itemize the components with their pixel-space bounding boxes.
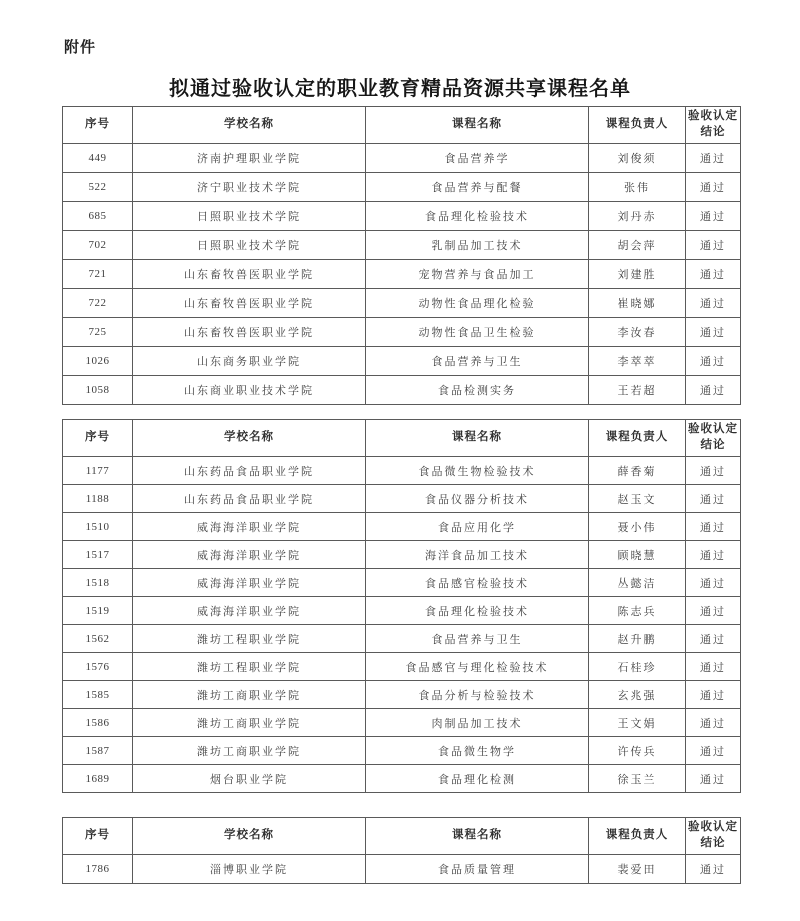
- cell-serial: 1510: [63, 513, 133, 541]
- table-row: [63, 457, 741, 485]
- cell-leader: 刘建胜: [589, 260, 686, 289]
- cell-conclusion: 通过: [686, 855, 741, 884]
- attachment-label: 附件: [64, 40, 97, 56]
- cell-leader: 崔晓娜: [589, 289, 686, 318]
- cell-school: 山东商务职业学院: [133, 347, 366, 376]
- column-header-conclusion: 验收认定结论: [686, 420, 741, 457]
- cell-conclusion: 通过: [686, 202, 741, 231]
- cell-school: 山东药品食品职业学院: [133, 457, 366, 485]
- cell-course: 肉制品加工技术: [366, 709, 589, 737]
- cell-school: 日照职业技术学院: [133, 231, 366, 260]
- table-header-row: [63, 818, 741, 855]
- course-table-3: [62, 817, 741, 884]
- cell-conclusion: 通过: [686, 681, 741, 709]
- cell-school: 烟台职业学院: [133, 765, 366, 793]
- cell-school: 山东畜牧兽医职业学院: [133, 289, 366, 318]
- cell-course: 食品营养与卫生: [366, 347, 589, 376]
- cell-conclusion: 通过: [686, 485, 741, 513]
- cell-serial: 522: [63, 173, 133, 202]
- page-title: 拟通过验收认定的职业教育精品资源共享课程名单: [169, 78, 631, 100]
- cell-conclusion: 通过: [686, 289, 741, 318]
- column-header-leader: 课程负责人: [589, 818, 686, 855]
- column-header-course: 课程名称: [366, 420, 589, 457]
- cell-conclusion: 通过: [686, 737, 741, 765]
- cell-leader: 石桂珍: [589, 653, 686, 681]
- table-row: [63, 681, 741, 709]
- cell-serial: 1689: [63, 765, 133, 793]
- column-header-serial: 序号: [63, 818, 133, 855]
- cell-course: 海洋食品加工技术: [366, 541, 589, 569]
- cell-leader: 聂小伟: [589, 513, 686, 541]
- cell-serial: 1786: [63, 855, 133, 884]
- cell-course: 食品营养与配餐: [366, 173, 589, 202]
- cell-conclusion: 通过: [686, 765, 741, 793]
- cell-conclusion: 通过: [686, 653, 741, 681]
- cell-course: 食品微生物学: [366, 737, 589, 765]
- cell-course: 食品分析与检验技术: [366, 681, 589, 709]
- column-header-leader: 课程负责人: [589, 420, 686, 457]
- cell-conclusion: 通过: [686, 260, 741, 289]
- cell-serial: 1188: [63, 485, 133, 513]
- cell-conclusion: 通过: [686, 597, 741, 625]
- cell-serial: 1519: [63, 597, 133, 625]
- course-table-1: [62, 106, 741, 405]
- column-header-school: 学校名称: [133, 818, 366, 855]
- cell-conclusion: 通过: [686, 231, 741, 260]
- cell-school: 威海海洋职业学院: [133, 513, 366, 541]
- cell-serial: 1586: [63, 709, 133, 737]
- cell-leader: 胡会萍: [589, 231, 686, 260]
- cell-serial: 721: [63, 260, 133, 289]
- cell-serial: 449: [63, 144, 133, 173]
- cell-course: 乳制品加工技术: [366, 231, 589, 260]
- cell-course: 食品检测实务: [366, 376, 589, 405]
- table-row: [63, 173, 741, 202]
- table-row: [63, 765, 741, 793]
- cell-conclusion: 通过: [686, 318, 741, 347]
- table-row: [63, 513, 741, 541]
- cell-serial: 1058: [63, 376, 133, 405]
- cell-school: 潍坊工商职业学院: [133, 737, 366, 765]
- cell-leader: 刘丹赤: [589, 202, 686, 231]
- cell-leader: 陈志兵: [589, 597, 686, 625]
- cell-leader: 王文娟: [589, 709, 686, 737]
- cell-conclusion: 通过: [686, 513, 741, 541]
- table-header-row: [63, 420, 741, 457]
- cell-school: 潍坊工商职业学院: [133, 681, 366, 709]
- column-header-school: 学校名称: [133, 107, 366, 144]
- cell-school: 潍坊工程职业学院: [133, 653, 366, 681]
- cell-leader: 赵升鹏: [589, 625, 686, 653]
- cell-serial: 1562: [63, 625, 133, 653]
- cell-leader: 顾晓慧: [589, 541, 686, 569]
- table-row: [63, 260, 741, 289]
- cell-conclusion: 通过: [686, 173, 741, 202]
- column-header-leader: 课程负责人: [589, 107, 686, 144]
- table-row: [63, 653, 741, 681]
- table-row: [63, 376, 741, 405]
- cell-serial: 1585: [63, 681, 133, 709]
- cell-course: 动物性食品卫生检验: [366, 318, 589, 347]
- cell-course: 食品理化检验技术: [366, 202, 589, 231]
- cell-school: 威海海洋职业学院: [133, 597, 366, 625]
- table-header-row: [63, 107, 741, 144]
- cell-school: 山东畜牧兽医职业学院: [133, 260, 366, 289]
- cell-school: 威海海洋职业学院: [133, 569, 366, 597]
- cell-leader: 刘俊须: [589, 144, 686, 173]
- column-header-serial: 序号: [63, 107, 133, 144]
- cell-serial: 1517: [63, 541, 133, 569]
- cell-course: 食品营养与卫生: [366, 625, 589, 653]
- cell-course: 食品微生物检验技术: [366, 457, 589, 485]
- column-header-school: 学校名称: [133, 420, 366, 457]
- cell-conclusion: 通过: [686, 376, 741, 405]
- cell-course: 食品应用化学: [366, 513, 589, 541]
- cell-course: 宠物营养与食品加工: [366, 260, 589, 289]
- cell-school: 威海海洋职业学院: [133, 541, 366, 569]
- cell-school: 济宁职业技术学院: [133, 173, 366, 202]
- table-row: [63, 231, 741, 260]
- cell-serial: 702: [63, 231, 133, 260]
- cell-course: 食品仪器分析技术: [366, 485, 589, 513]
- course-table-2: [62, 419, 741, 793]
- cell-leader: 玄兆强: [589, 681, 686, 709]
- cell-conclusion: 通过: [686, 709, 741, 737]
- cell-leader: 徐玉兰: [589, 765, 686, 793]
- cell-serial: 1518: [63, 569, 133, 597]
- cell-course: 食品营养学: [366, 144, 589, 173]
- cell-serial: 722: [63, 289, 133, 318]
- table-row: [63, 289, 741, 318]
- cell-serial: 1576: [63, 653, 133, 681]
- cell-course: 食品感官检验技术: [366, 569, 589, 597]
- cell-conclusion: 通过: [686, 144, 741, 173]
- cell-conclusion: 通过: [686, 347, 741, 376]
- cell-conclusion: 通过: [686, 457, 741, 485]
- column-header-course: 课程名称: [366, 818, 589, 855]
- cell-serial: 1026: [63, 347, 133, 376]
- cell-leader: 许传兵: [589, 737, 686, 765]
- cell-serial: 725: [63, 318, 133, 347]
- table-row: [63, 318, 741, 347]
- column-header-conclusion: 验收认定结论: [686, 818, 741, 855]
- column-header-serial: 序号: [63, 420, 133, 457]
- cell-leader: 赵玉文: [589, 485, 686, 513]
- cell-course: 食品理化检测: [366, 765, 589, 793]
- cell-leader: 张伟: [589, 173, 686, 202]
- cell-school: 济南护理职业学院: [133, 144, 366, 173]
- cell-conclusion: 通过: [686, 569, 741, 597]
- table-row: [63, 569, 741, 597]
- cell-conclusion: 通过: [686, 625, 741, 653]
- cell-course: 食品理化检验技术: [366, 597, 589, 625]
- table-row: [63, 347, 741, 376]
- cell-course: 食品感官与理化检验技术: [366, 653, 589, 681]
- cell-school: 日照职业技术学院: [133, 202, 366, 231]
- cell-leader: 王若超: [589, 376, 686, 405]
- cell-school: 淄博职业学院: [133, 855, 366, 884]
- table-row: [63, 202, 741, 231]
- table-row: [63, 855, 741, 884]
- cell-serial: 1587: [63, 737, 133, 765]
- cell-leader: 李汝春: [589, 318, 686, 347]
- cell-leader: 薛香菊: [589, 457, 686, 485]
- cell-school: 潍坊工商职业学院: [133, 709, 366, 737]
- cell-course: 动物性食品理化检验: [366, 289, 589, 318]
- cell-leader: 李萃萃: [589, 347, 686, 376]
- cell-serial: 685: [63, 202, 133, 231]
- column-header-course: 课程名称: [366, 107, 589, 144]
- cell-school: 潍坊工程职业学院: [133, 625, 366, 653]
- cell-school: 山东药品食品职业学院: [133, 485, 366, 513]
- table-row: [63, 625, 741, 653]
- cell-school: 山东畜牧兽医职业学院: [133, 318, 366, 347]
- table-row: [63, 144, 741, 173]
- table-row: [63, 737, 741, 765]
- cell-leader: 裴爱田: [589, 855, 686, 884]
- cell-leader: 丛懿洁: [589, 569, 686, 597]
- table-row: [63, 597, 741, 625]
- table-row: [63, 541, 741, 569]
- table-row: [63, 485, 741, 513]
- cell-course: 食品质量管理: [366, 855, 589, 884]
- column-header-conclusion: 验收认定结论: [686, 107, 741, 144]
- cell-conclusion: 通过: [686, 541, 741, 569]
- table-row: [63, 709, 741, 737]
- cell-school: 山东商业职业技术学院: [133, 376, 366, 405]
- cell-serial: 1177: [63, 457, 133, 485]
